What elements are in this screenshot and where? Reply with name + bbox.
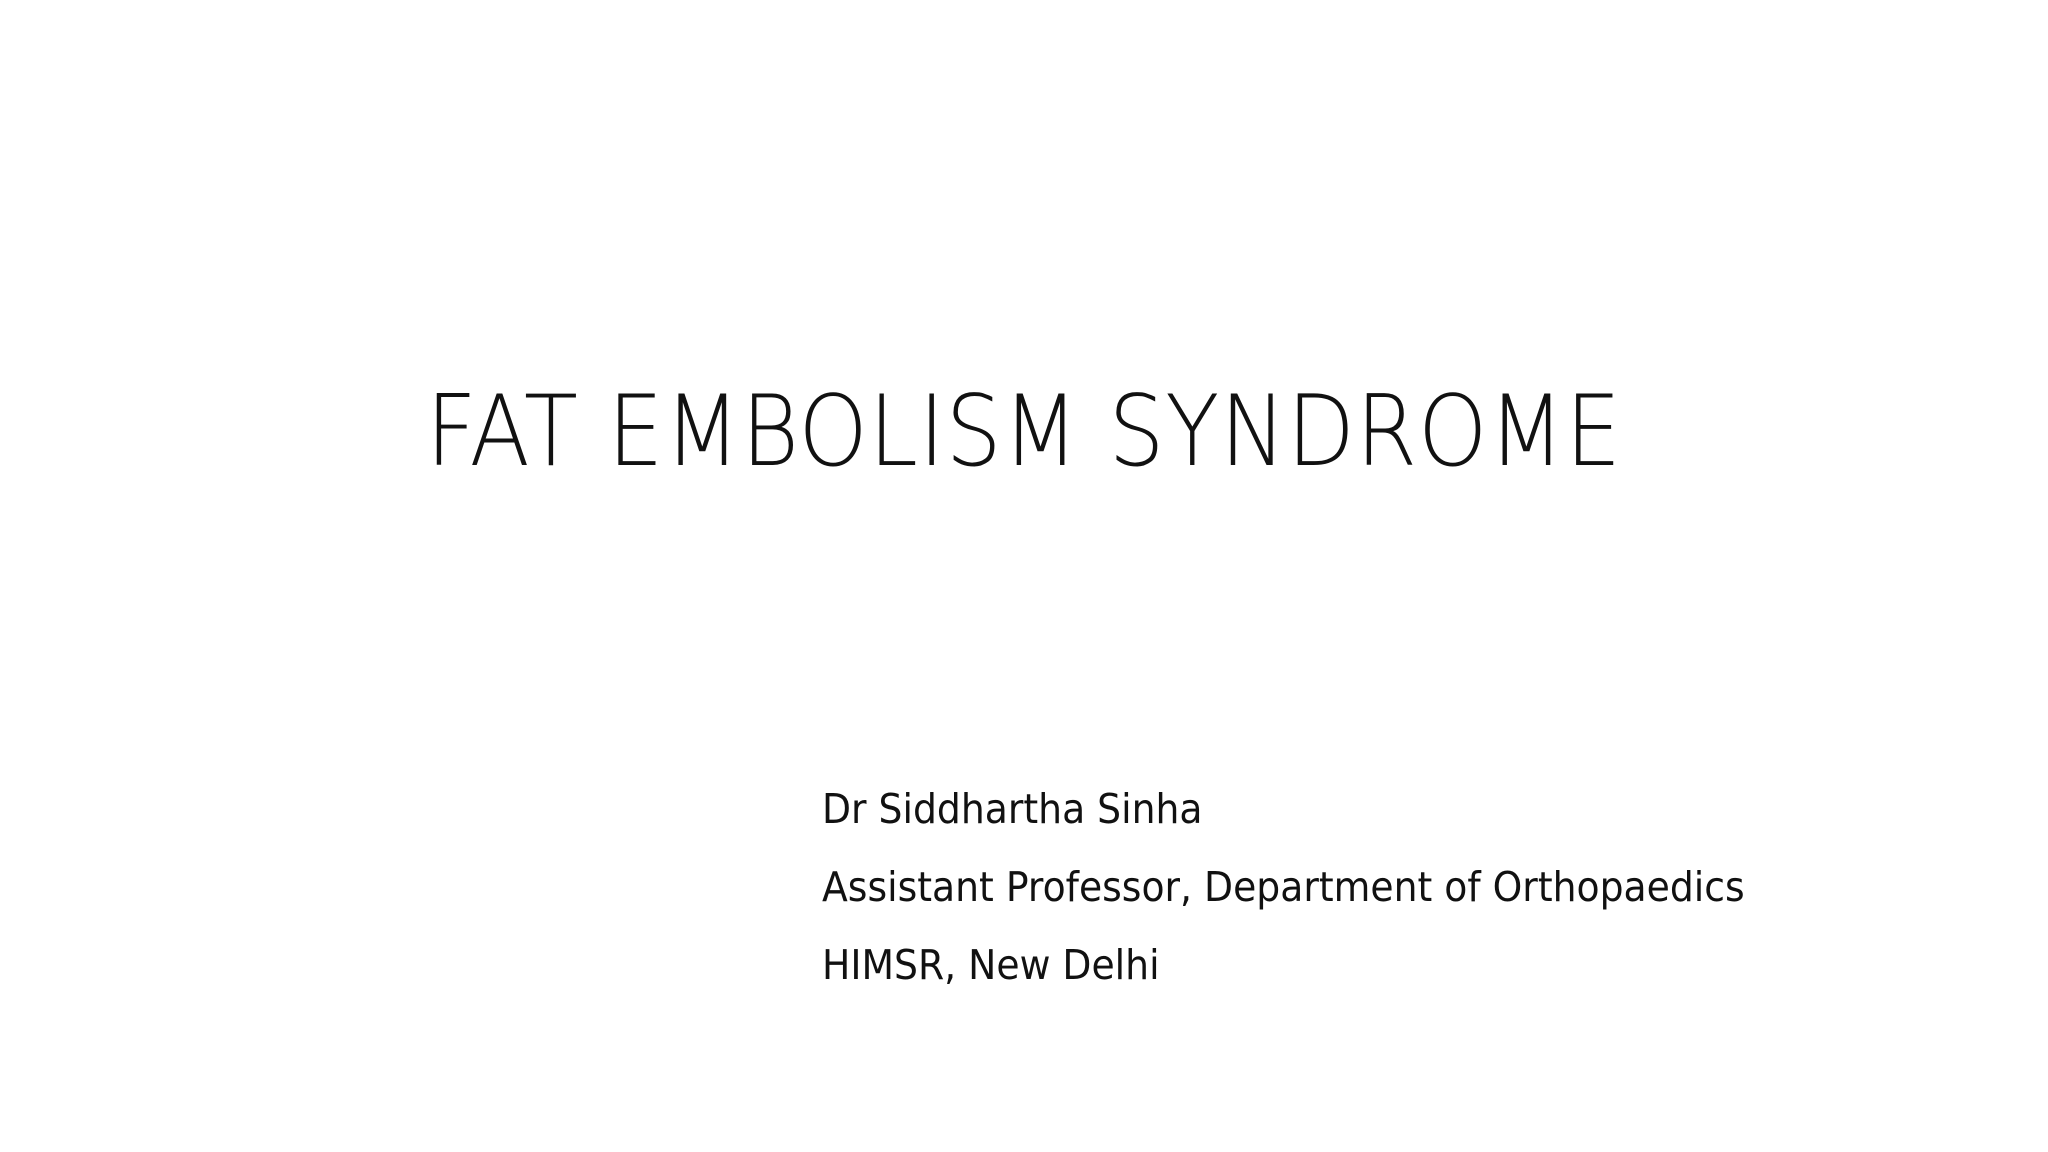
presenter-name: Dr Siddhartha Sinha bbox=[822, 785, 1203, 833]
slide-title: FAT EMBOLISM SYNDROME bbox=[426, 375, 1622, 489]
presenter-institution: HIMSR, New Delhi bbox=[822, 941, 1160, 989]
presenter-position: Assistant Professor, Department of Orthopaedics bbox=[822, 863, 1745, 911]
slide-subtitle bbox=[822, 770, 1972, 1004]
